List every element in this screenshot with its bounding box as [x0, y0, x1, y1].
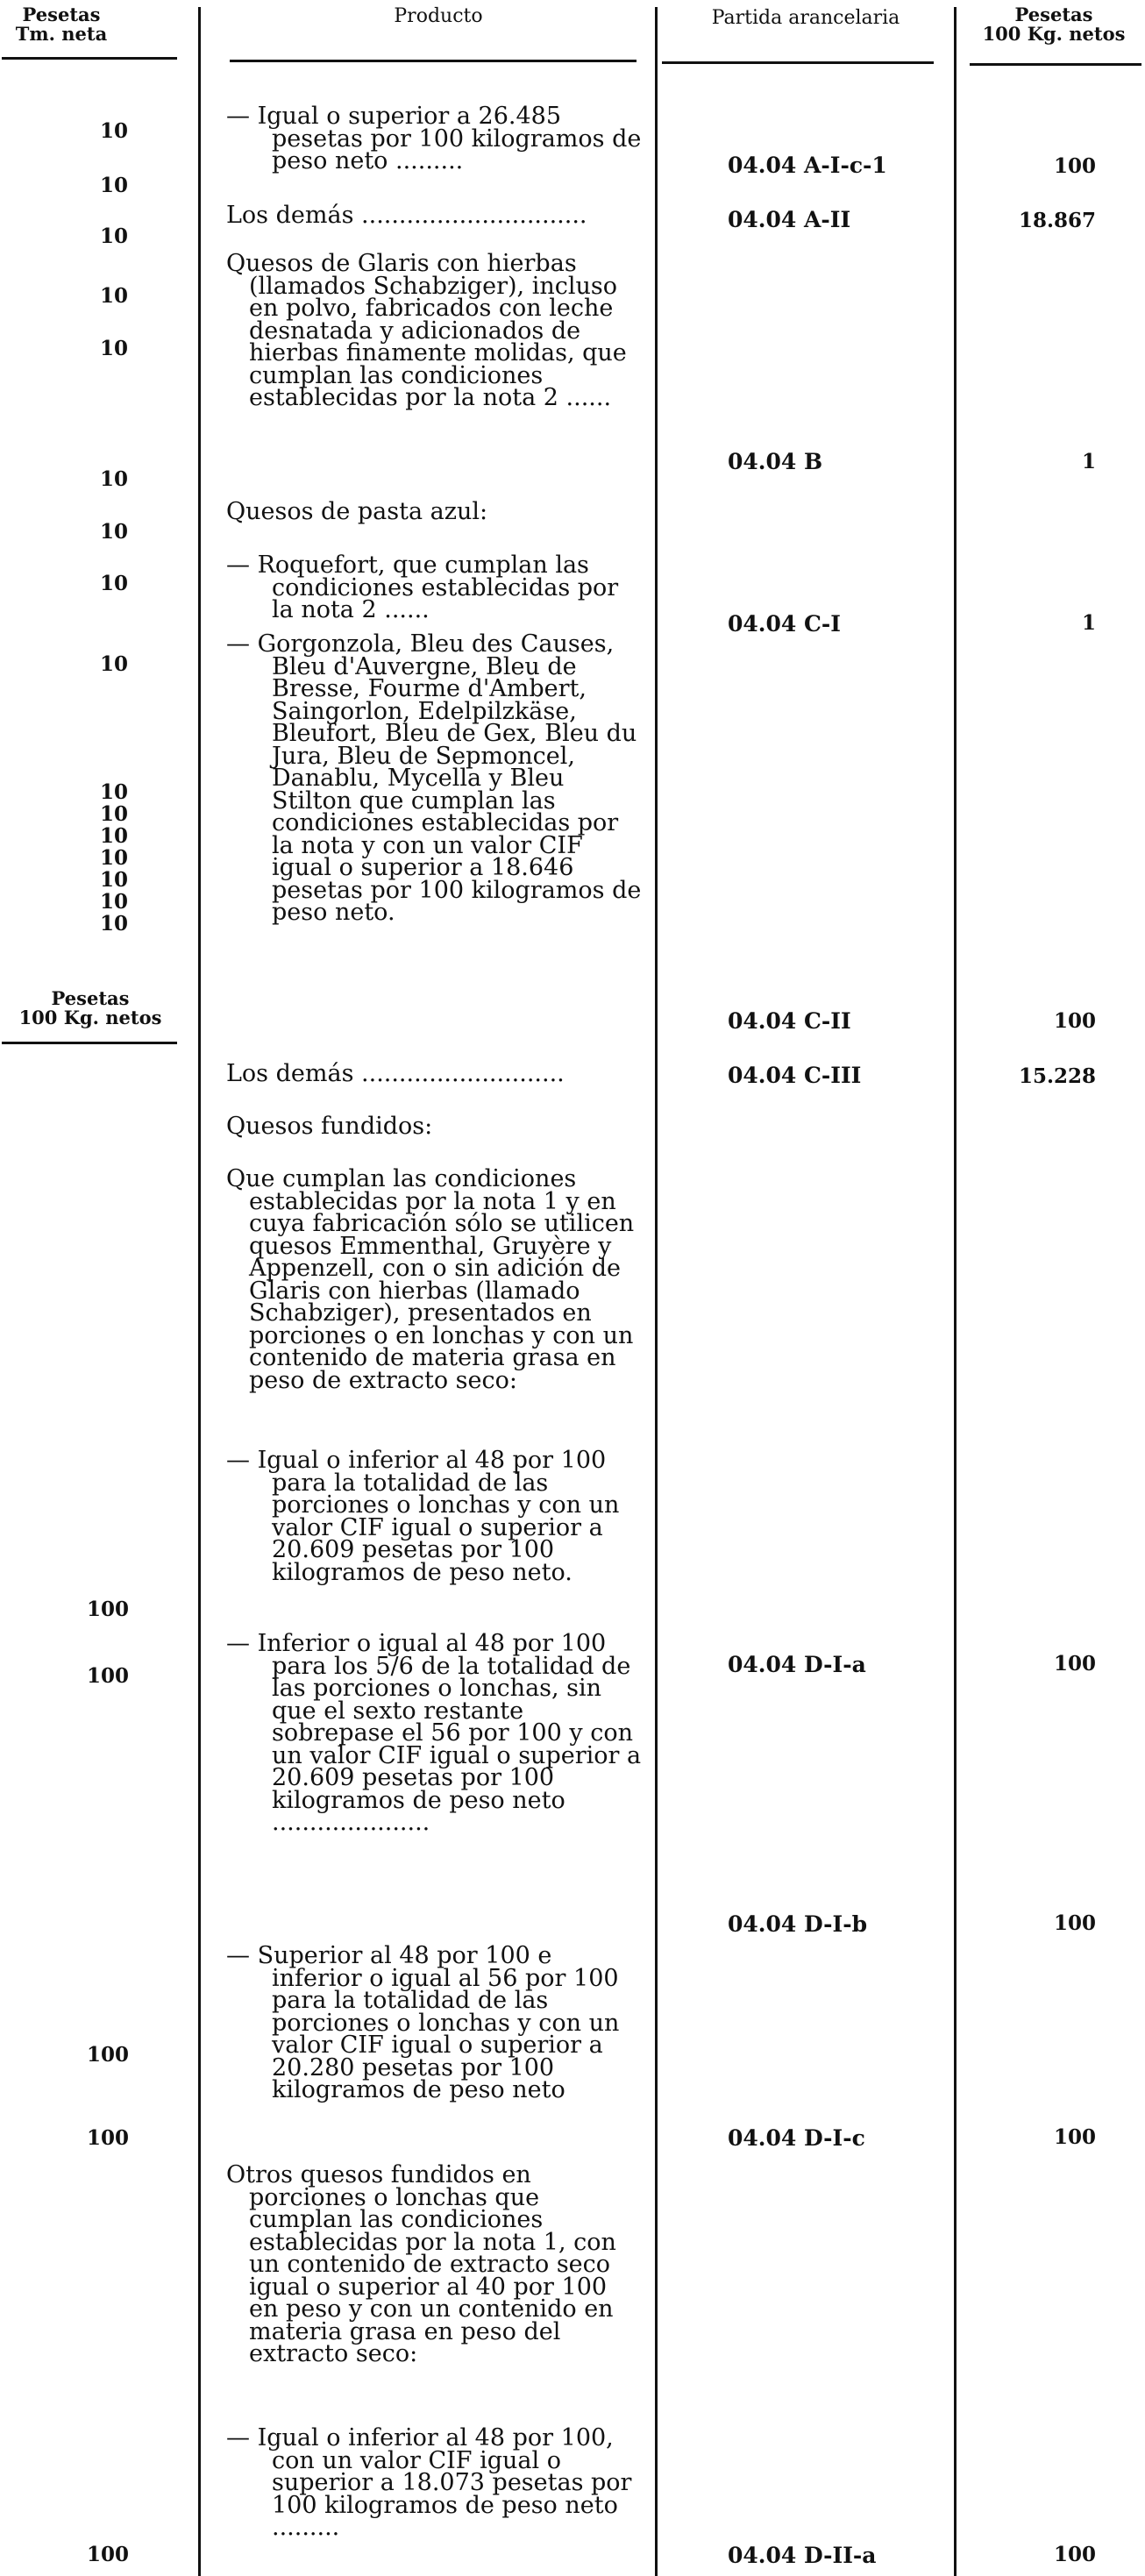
- header-col1-rule: [2, 57, 177, 60]
- header-col4: Pesetas 100 Kg. netos: [982, 4, 1126, 45]
- duty-value: 1: [1081, 450, 1096, 473]
- tariff-code: 04.04 C-II: [728, 1008, 851, 1034]
- duty-value: 100: [1053, 2543, 1096, 2566]
- left-number: 100: [86, 2543, 129, 2566]
- product-text: — Gorgonzola, Bleu des Causes, Bleu d'Auvergne, Bleu de Bresse, Fourme d'Ambert, Saingorlon, Edelpilzkäse, Bleufort, Bleu de Gex, Bleu du Jura, Bleu de Sepmoncel, Danablu, Mycella y Bleu Stilton que cumplan las condiciones establecidas por la nota y con un valor CIF igual o superior a 18.646 pesetas por 100 kilogramos de peso neto.: [226, 630, 642, 926]
- product-row: [226, 1165, 644, 1394]
- left-number: 10: [99, 802, 128, 826]
- product-text: Quesos fundidos:: [226, 1113, 433, 1140]
- product-row: [226, 2424, 644, 2541]
- product-text: — Roquefort, que cumplan las condiciones establecidas por la nota 2 ......: [226, 551, 619, 623]
- duty-value: 100: [1053, 1652, 1096, 1676]
- product-text: — Igual o superior a 26.485 pesetas por 100 kilogramos de peso neto .........: [226, 103, 642, 174]
- product-row: [226, 1115, 644, 1138]
- column-rule-1: [198, 7, 201, 2576]
- left-number: 100: [86, 2043, 129, 2067]
- tariff-code: 04.04 B: [728, 449, 823, 474]
- left-number: 10: [99, 467, 128, 491]
- left-number: 10: [99, 868, 128, 892]
- left-number: 10: [99, 846, 128, 870]
- duty-value: 100: [1053, 154, 1096, 178]
- left-number: 100: [86, 2126, 129, 2150]
- duty-value: 100: [1053, 2125, 1096, 2149]
- product-row: [226, 1630, 644, 1836]
- product-text: Quesos de Glaris con hierbas (llamados Schabziger), incluso en polvo, fabricados con leche desnatada y adicionados de hierbas finamente molidas, que cumplan las condiciones establecidas por la nota 2 ......: [226, 250, 627, 411]
- tariff-code: 04.04 D-I-c: [728, 2125, 865, 2151]
- column-rule-3: [954, 7, 957, 2576]
- tariff-code: 04.04 D-I-a: [728, 1652, 866, 1677]
- product-text: Los demás ...........................: [226, 1060, 565, 1087]
- header-col3-rule: [662, 61, 934, 64]
- header-col2-rule: [230, 60, 637, 62]
- header-col4-rule: [970, 63, 1141, 66]
- duty-value: 1: [1081, 611, 1096, 635]
- left-number: 10: [99, 890, 128, 914]
- duty-value: 15.228: [1018, 1064, 1096, 1088]
- product-text: Otros quesos fundidos en porciones o lonchas que cumplan las condiciones establecidas por la nota 1, con un contenido de extracto seco igual o superior al 40 por 100 en peso y con un contenido en materia grasa en peso del extracto seco:: [226, 2161, 616, 2367]
- header-col3: Partida arancelaria: [711, 7, 900, 29]
- product-text: — Superior al 48 por 100 e inferior o igual al 56 por 100 para la totalidad de las porciones o lonchas y con un valor CIF igual o superior a 20.280 pesetas por 100 kilogramos de peso neto: [226, 1942, 620, 2103]
- tariff-code: 04.04 C-I: [728, 611, 841, 637]
- left-subheader-rule: [2, 1042, 177, 1044]
- left-number: 10: [99, 174, 128, 197]
- product-text: — Igual o inferior al 48 por 100 para la totalidad de las porciones o lonchas y con un valor CIF igual o superior a 20.609 pesetas por 100 kilogramos de peso neto.: [226, 1447, 620, 1586]
- product-row: [226, 551, 644, 623]
- product-row: [226, 1447, 644, 1586]
- product-row: [226, 630, 644, 926]
- left-number: 10: [99, 780, 128, 804]
- product-row: [226, 105, 644, 173]
- product-row: [226, 498, 644, 525]
- product-text: — Igual o inferior al 48 por 100, con un valor CIF igual o superior a 18.073 pesetas por 100 kilogramos de peso neto .........: [226, 2424, 632, 2541]
- left-number: 10: [99, 337, 128, 360]
- product-text: Quesos de pasta azul:: [226, 498, 488, 525]
- left-number: 10: [99, 572, 128, 595]
- left-number: 10: [99, 284, 128, 308]
- tariff-code: 04.04 D-I-b: [728, 1911, 868, 1937]
- product-row: [226, 1942, 644, 2103]
- product-text: Los demás ..............................: [226, 202, 587, 229]
- product-text: Que cumplan las condiciones establecidas por la nota 1 y en cuya fabricación sólo se utilicen quesos Emmenthal, Gruyère y Appenzell, con o sin adición de Glaris con hierbas (llamado Schabziger), presentados en porciones o en lonchas y con un contenido de materia grasa en peso de extracto seco:: [226, 1165, 635, 1394]
- duty-value: 18.867: [1018, 209, 1096, 232]
- product-text: — Inferior o igual al 48 por 100 para los 5/6 de la totalidad de las porciones o lonchas, sin que el sexto restante sobrepase el 56 por 100 y con un valor CIF igual o superior a 20.609 pesetas por 100 kilogramos de peso neto .....................: [226, 1630, 642, 1836]
- left-number: 100: [86, 1598, 129, 1621]
- duty-value: 100: [1053, 1911, 1096, 1935]
- left-number: 100: [86, 1664, 129, 1688]
- left-number: 10: [99, 652, 128, 676]
- left-number: 10: [99, 119, 128, 143]
- tariff-code: 04.04 A-I-c-1: [728, 153, 887, 178]
- left-number: 10: [99, 824, 128, 848]
- duty-value: 100: [1053, 1009, 1096, 1033]
- tariff-code: 04.04 D-II-a: [728, 2543, 877, 2568]
- product-row: [226, 250, 644, 411]
- header-col2: Producto: [394, 5, 483, 27]
- left-subheader: Pesetas 100 Kg. netos: [18, 987, 162, 1028]
- column-rule-2: [655, 7, 658, 2576]
- header-col1: Pesetas Tm. neta: [15, 4, 108, 45]
- left-number: 10: [99, 520, 128, 544]
- product-row: [226, 1060, 644, 1087]
- tariff-code: 04.04 C-III: [728, 1063, 862, 1088]
- left-number: 10: [99, 912, 128, 936]
- product-row: [226, 204, 644, 227]
- tariff-code: 04.04 A-II: [728, 207, 851, 232]
- product-row: [226, 2161, 644, 2367]
- left-number: 10: [99, 224, 128, 248]
